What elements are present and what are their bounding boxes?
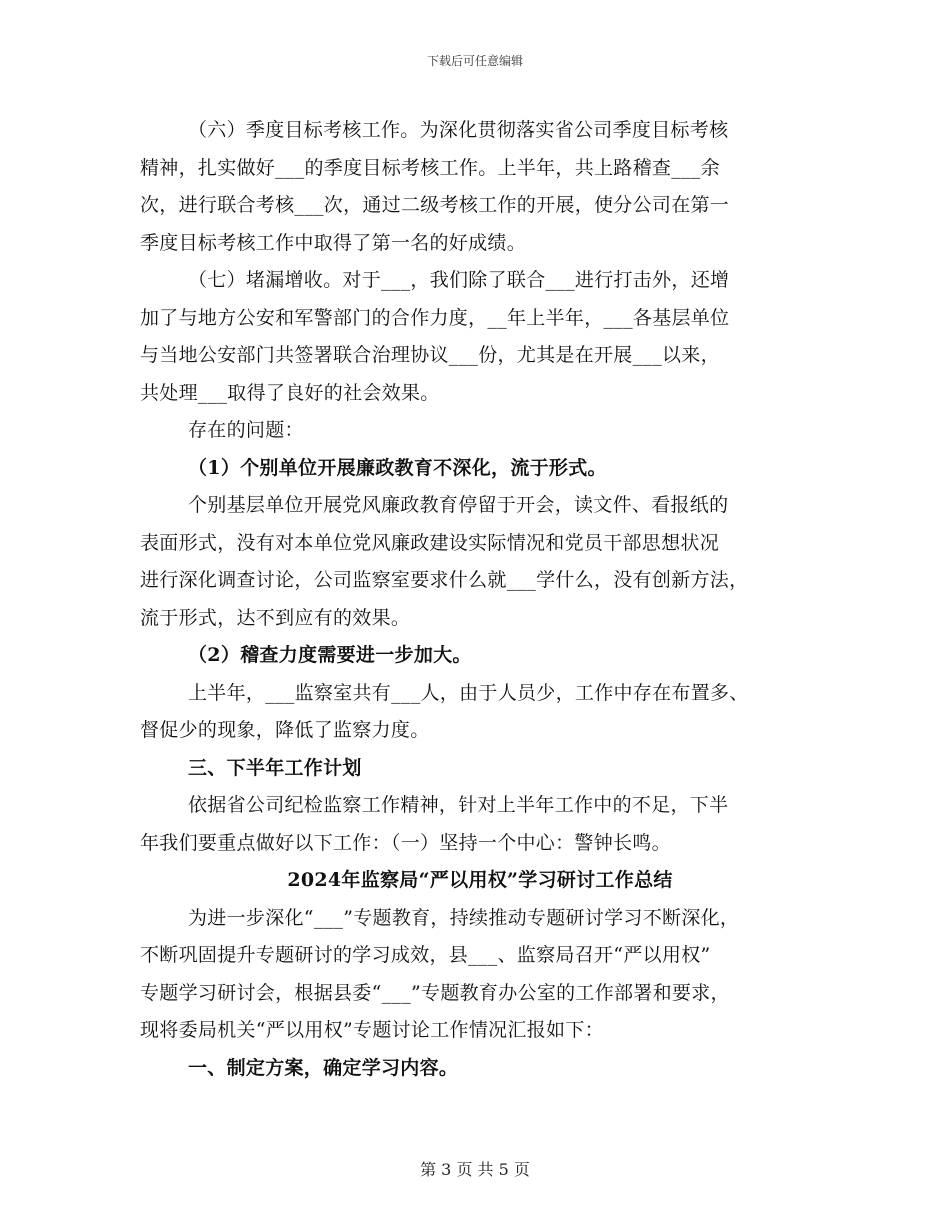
document-body — [140, 112, 820, 1087]
section-heading: （1）个别单位开展廉政教育不深化，流于形式。 — [188, 456, 607, 479]
text-line: （六）季度目标考核工作。为深化贯彻落实省公司季度目标考核 — [188, 119, 729, 141]
text-line: 季度目标考核工作中取得了第一名的好成绩。 — [140, 231, 527, 254]
text-line: 精神，扎实做好___的季度目标考核工作。上半年，共上路稽查___余 — [140, 156, 720, 179]
text-line: 存在的问题： — [188, 419, 304, 441]
text-line: 加了与地方公安和军警部门的合作力度，__年上半年，___各基层单位 — [140, 306, 730, 329]
section-heading: 一、制定方案，确定学习内容。 — [188, 1056, 459, 1079]
page-number: 第 3 页 共 5 页 — [420, 1160, 530, 1179]
text-line: 表面形式，没有对本单位党风廉政建设实际情况和党员干部思想状况 — [140, 531, 720, 554]
text-line: 不断巩固提升专题研讨的学习成效，县___、监察局召开“严以用权” — [140, 944, 711, 966]
section-heading: （2）稽查力度需要进一步加大。 — [188, 644, 472, 666]
text-line: 个别基层单位开展党风廉政教育停留于开会，读文件、看报纸的 — [188, 494, 729, 516]
text-line: 年我们要重点做好以下工作：（一）坚持一个中心：警钟长鸣。 — [140, 831, 671, 854]
text-line: 进行深化调查讨论，公司监察室要求什么就___学什么，没有创新方法， — [140, 569, 749, 591]
section-heading: 三、下半年工作计划 — [188, 756, 362, 779]
text-line: 上半年，___监察室共有___人，由于人员少，工作中存在布置多、 — [188, 681, 749, 704]
text-line: 次，进行联合考核___次，通过二级考核工作的开展，使分公司在第一 — [140, 194, 730, 216]
document-title: 2024年监察局“严以用权”学习研讨工作总结 — [287, 869, 673, 891]
text-line: 流于形式，达不到应有的效果。 — [140, 606, 411, 629]
text-line: 督促少的现象，降低了监察力度。 — [140, 719, 430, 741]
text-line: 专题学习研讨会，根据县委“___”专题教育办公室的工作部署和要求， — [140, 981, 730, 1004]
text-line: 现将委局机关“严以用权”专题讨论工作情况汇报如下： — [140, 1019, 604, 1041]
text-line: 为进一步深化“___”专题教育，持续推动专题研讨学习不断深化， — [188, 906, 740, 929]
text-line: （七）堵漏增收。对于___，我们除了联合___进行打击外，还增 — [188, 269, 730, 291]
text-line: 与当地公安部门共签署联合治理协议___份，尤其是在开展___以来， — [140, 344, 720, 366]
text-line: 依据省公司纪检监察工作精神，针对上半年工作中的不足，下半 — [188, 794, 729, 816]
page-header: 下载后可任意编辑 — [426, 54, 523, 68]
text-line: 共处理___取得了良好的社会效果。 — [140, 381, 440, 404]
